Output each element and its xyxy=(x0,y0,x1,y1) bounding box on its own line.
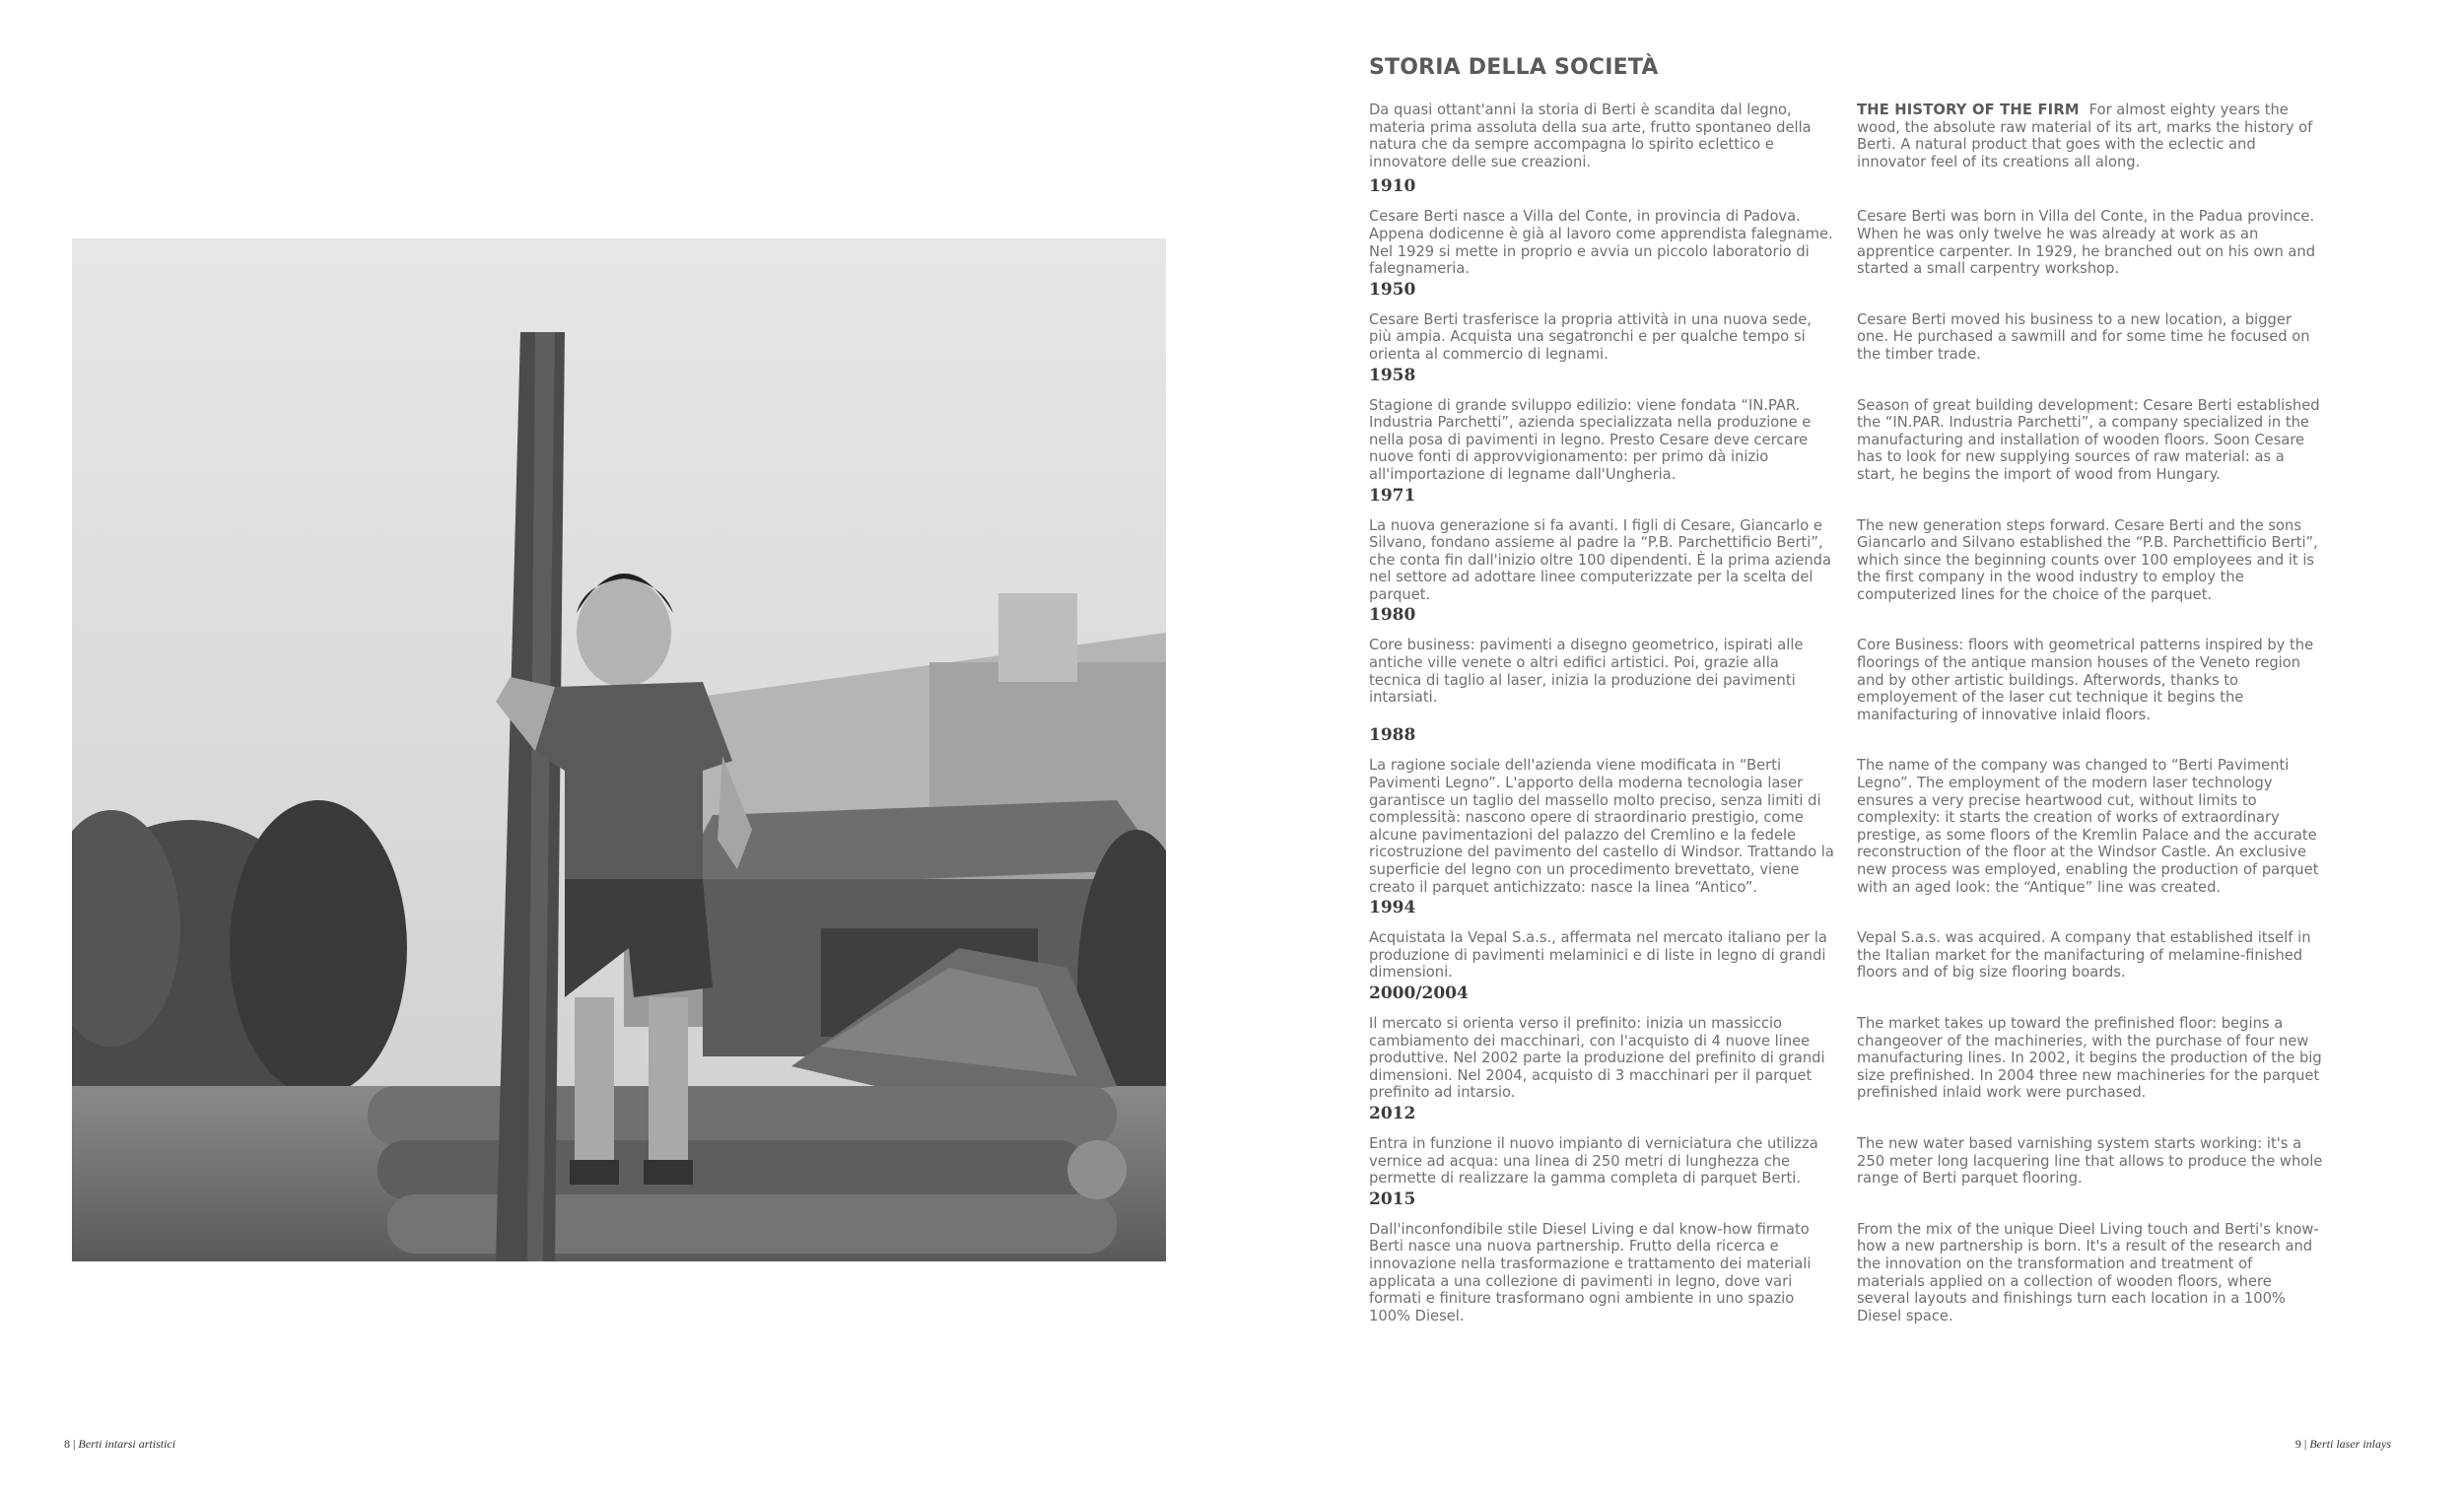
page-title: STORIA DELLA SOCIETÀ xyxy=(1369,55,1659,80)
entry-italian: Dall'inconfondibile stile Diesel Living e dal know-how firmato Berti nasce una nuova partnership. Frutto della ricerca e innovazione nella trasformazione e trattamento dei materiali applicata a una collezione di pavimenti in legno, dove vari formati e finiture trasformano ogni ambiente in uno spazio 100% Diesel. xyxy=(1369,1220,1812,1324)
year-heading: 1988 xyxy=(1369,725,1416,746)
entry-english: The new water based varnishing system starts working: it's a 250 meter long lacquering line that allows to produce the whole range of Berti parquet flooring. xyxy=(1857,1134,2323,1188)
entry-english: The market takes up toward the prefinished floor: begins a changeover of the machineries, with the purchase of four new manufacturing lines. In 2002, it begins the production of the big size prefinished. In 2004 three new machineries for the parquet prefinished inlaid work were purchased. xyxy=(1857,1014,2322,1102)
year-heading: 2015 xyxy=(1369,1188,1416,1209)
right-page-footer: 9 | Berti laser inlays xyxy=(2294,1437,2391,1451)
entry-italian: Entra in funzione il nuovo impianto di verniciatura che utilizza vernice ad acqua: una linea di 250 metri di lunghezza che permette di realizzare la gamma completa di parquet Berti. xyxy=(1369,1134,1818,1188)
entry-english: Cesare Berti was born in Villa del Conte, in the Padua province. When he was only twelve he was already at work as an apprentice carpenter. In 1929, he branched out on his own and started a small carpentry workshop. xyxy=(1857,208,2316,278)
year-heading: 2000/2004 xyxy=(1369,983,1469,1003)
right-page-title: Berti laser inlays xyxy=(2309,1437,2391,1451)
intro-italian: Da quasi ottant'anni la storia di Berti è scandita dal legno, materia prima assoluta della sua arte, frutto spontaneo della natura che da sempre accompagna lo spirito eclettico e innovatore delle sue creazioni. xyxy=(1369,102,1812,170)
timeline-entry xyxy=(1369,725,2355,896)
timeline-entry xyxy=(1369,280,2355,364)
entry-italian: Core business: pavimenti a disegno geometrico, ispirati alle antiche ville venete o altri edifici artistici. Poi, grazie alla tecnica di taglio al laser, inizia la produzione dei pavimenti intarsiati. xyxy=(1369,637,1804,707)
left-page-footer: 8 | Berti intarsi artistici xyxy=(64,1437,176,1451)
entry-english: Cesare Berti moved his business to a new location, a bigger one. He purchased a sawmill and for some time he focused on the timber trade. xyxy=(1857,310,2310,363)
entry-english: Core Business: floors with geometrical patterns inspired by the floorings of the antique mansion houses of the Veneto region and by other artistic buildings. Afterwords, thanks to employement of the laser cut technique it begins the manifacturing of innovative inlaid floors. xyxy=(1857,637,2314,723)
intro-english-text: For almost eighty years the wood, the absolute raw material of its art, marks the history of Berti. A natural product that goes with the eclectic and innovator feel of its creations all along. xyxy=(1857,102,2313,170)
timeline-entry xyxy=(1369,1189,2355,1325)
entry-italian: Stagione di grande sviluppo edilizio: viene fondata “IN.PAR. Industria Parchetti”, azienda specializzata nella produzione e nella posa di pavimenti in legno. Presto Cesare deve cercare nuove fonti di approvvigionamento: per primo dà inizio all'importazione di legname dall'Ungheria. xyxy=(1369,396,1812,483)
english-heading: THE HISTORY OF THE FIRM xyxy=(1857,102,2080,118)
entry-english: The name of the company was changed to “Berti Pavimenti Legno”. The employment of the modern laser technology ensures a very precise heartwood cut, without limits to complexity: it starts the creation of works of extraordinary prestige, as some floors of the Kremlin Palace and the accurate reconstruction of the floor at the Windsor Castle. An exclusive new process was employed, enabling the production of parquet with an aged look: the “Antique” line was created. xyxy=(1857,757,2319,896)
timeline-entry xyxy=(1369,366,2355,484)
entry-english: The new generation steps forward. Cesare Berti and the sons Giancarlo and Silvano established the “P.B. Parchettificio Berti”, which since the beginning counts over 100 employees and it is the first company in the wood industry to employ the computerized lines for the choice of the parquet. xyxy=(1857,516,2318,603)
entry-english: Vepal S.a.s. was acquired. A company that established itself in the Italian market for the manifacturing of melamine-finished floors and of big size flooring boards. xyxy=(1857,929,2311,982)
year-heading: 1950 xyxy=(1369,279,1416,300)
entry-italian: Cesare Berti nasce a Villa del Conte, in provincia di Padova. Appena dodicenne è già al lavoro come apprendista falegname. Nel 1929 si mette in proprio e avvia un piccolo laboratorio di falegnameria. xyxy=(1369,208,1833,278)
right-page-number: 9 xyxy=(2294,1437,2301,1451)
timeline-entry xyxy=(1369,605,2355,723)
entry-english: From the mix of the unique Dieel Living touch and Berti's know-how a new partnership is born. It's a result of the research and the innovation on the transformation and treatment of materials applied on a collection of wooden floors, where several layouts and finishings turn each location in a 100% Diesel space. xyxy=(1857,1220,2319,1324)
timeline-entry xyxy=(1369,984,2355,1102)
intro xyxy=(1369,102,2355,170)
timeline-entry xyxy=(1369,486,2355,604)
entry-italian: La ragione sociale dell'azienda viene modificata in “Berti Pavimenti Legno”. L'apporto della moderna tecnologia laser garantisce un taglio del massello molto preciso, senza limiti di complessità: nascono opere di straordinario prestigio, come alcune pavimentazioni del palazzo del Cremlino e la fedele ricostruzione del pavimento del castello di Windsor. Trattando la superficie del legno con un procedimento brevettato, viene creato il parquet antichizzato: nasce la linea “Antico”. xyxy=(1369,757,1834,896)
entry-italian: Acquistata la Vepal S.a.s., affermata nel mercato italiano per la produzione di pavimenti melaminici e di liste in legno di grandi dimensioni. xyxy=(1369,929,1827,982)
entry-italian: La nuova generazione si fa avanti. I figli di Cesare, Giancarlo e Silvano, fondano assieme al padre la “P.B. Parchettificio Berti”, che conta fin dall'inizio oltre 100 dipendenti. È la prima azienda nel settore ad adottare linee computerizzate per la scelta del parquet. xyxy=(1369,516,1831,603)
timeline-entry xyxy=(1369,898,2355,982)
left-page-title: Berti intarsi artistici xyxy=(78,1437,176,1451)
year-heading: 1971 xyxy=(1369,485,1416,506)
entry-english: Season of great building development: Cesare Berti established the “IN.PAR. Industria Parchetti”, a company specialized in the manufacturing and installation of wooden floors. Soon Cesare has to look for new supplying sources of raw material: as a start, he begins the import of wood from Hungary. xyxy=(1857,396,2320,483)
year-heading: 1994 xyxy=(1369,898,1416,918)
year-heading: 2012 xyxy=(1369,1103,1416,1123)
intro-english xyxy=(1857,102,2323,170)
year-heading: 1910 xyxy=(1369,176,1416,197)
year-heading: 1980 xyxy=(1369,605,1416,626)
left-page-number: 8 xyxy=(64,1437,70,1451)
entry-italian: Il mercato si orienta verso il prefinito: inizia un massiccio cambiamento dei macchinari, con l'acquisto di 4 nuove linee produttive. Nel 2002 parte la produzione del prefinito di grandi dimensioni. Nel 2004, acquisto di 3 macchinari per il parquet prefinito ad intarsio. xyxy=(1369,1014,1825,1102)
entry-italian: Cesare Berti trasferisce la propria attività in una nuova sede, più ampia. Acquista una segatronchi e per qualche tempo si orienta al commercio di legnami. xyxy=(1369,310,1812,363)
historical-photo xyxy=(72,238,1166,1261)
year-heading: 1958 xyxy=(1369,365,1416,385)
history-page xyxy=(1369,49,2355,1326)
timeline-entry xyxy=(1369,1104,2355,1188)
timeline-entry xyxy=(1369,176,2355,277)
